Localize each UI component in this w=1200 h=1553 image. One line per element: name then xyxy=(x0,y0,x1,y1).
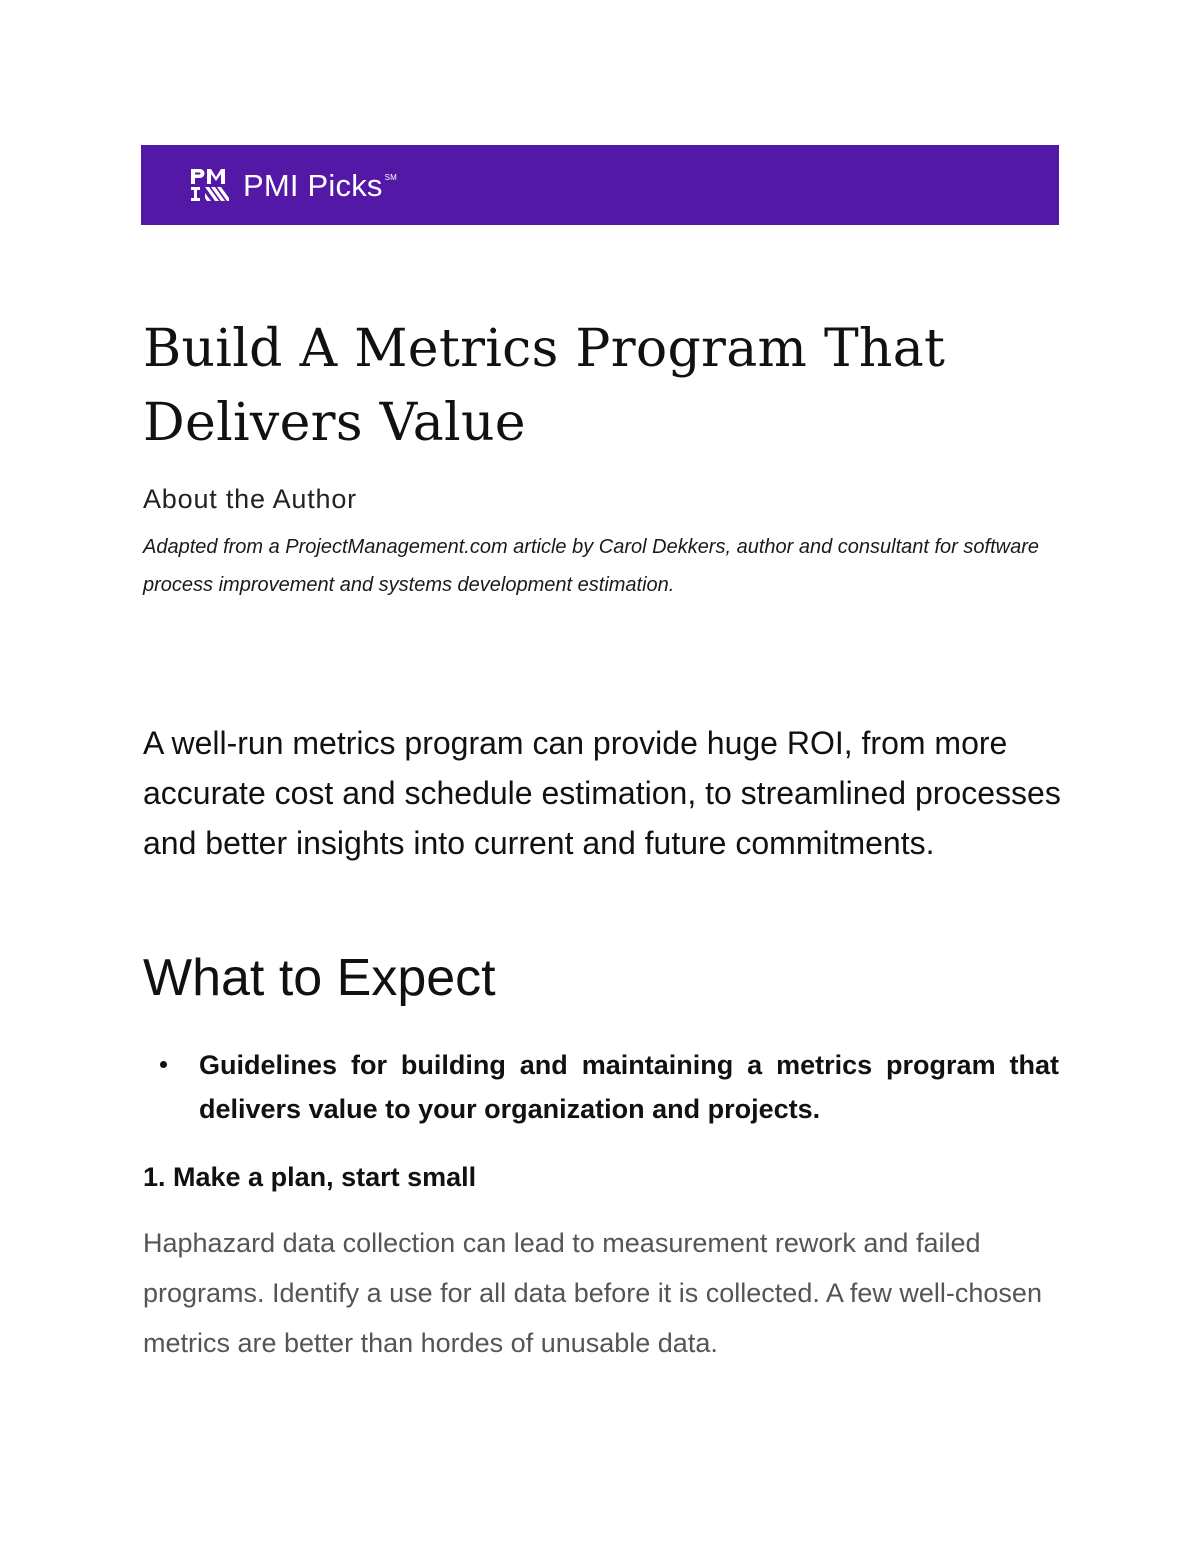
author-attribution: Adapted from a ProjectManagement.com article by Carol Dekkers, author and consultant for software process improvement and systems development estimation. xyxy=(143,536,1039,596)
title-line-2: Delivers Value xyxy=(143,393,526,453)
page-title xyxy=(143,312,1103,460)
brand-label: PMI Picks xyxy=(243,168,383,203)
what-to-expect-heading: What to Expect xyxy=(143,949,496,1007)
title-line-1: Build A Metrics Program That xyxy=(143,319,946,379)
about-author-heading: About the Author xyxy=(143,484,357,514)
list-item xyxy=(143,1043,1059,1131)
bullet-text: Guidelines for building and maintaining a metrics program that delivers value to your organization and projects. xyxy=(199,1050,1059,1124)
brand-name xyxy=(243,168,397,204)
pmi-picks-banner xyxy=(141,145,1059,225)
step-1-heading: 1. Make a plan, start small xyxy=(143,1162,477,1192)
expect-bullet-list xyxy=(143,1043,1059,1131)
pmi-logo-icon xyxy=(189,167,231,203)
bullet-icon xyxy=(160,1061,167,1068)
intro-paragraph: A well-run metrics program can provide huge ROI, from more accurate cost and schedule estimation, to streamlined processes and better insights into current and future commitments. xyxy=(143,725,1061,861)
step-1-body: Haphazard data collection can lead to measurement rework and failed programs. Identify a use for all data before it is collected. A few well-chosen metrics are better than hordes of unusable data. xyxy=(143,1228,1042,1358)
service-mark: SM xyxy=(384,173,397,182)
